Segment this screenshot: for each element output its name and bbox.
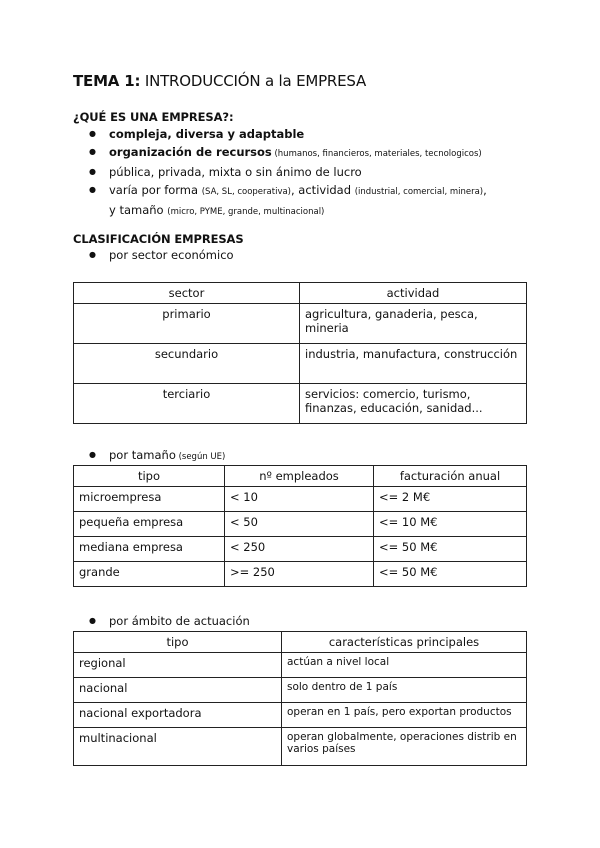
table-cell: operan en 1 país, pero exportan productos <box>282 703 527 728</box>
table-row <box>74 304 527 344</box>
table-row <box>74 653 527 678</box>
list-item: ● por sector económico <box>73 246 234 264</box>
table-cell: < 10 <box>225 487 374 512</box>
column-header: actividad <box>300 283 527 304</box>
list-item: ● pública, privada, mixta o sin ánimo de lucro <box>73 163 543 181</box>
table-row <box>74 703 527 728</box>
table-cell: primario <box>74 304 300 344</box>
list-item: ● varía por forma (SA, SL, cooperativa), actividad (industrial, comercial, minera), y tamaño (micro, PYME, grande, multinacional) <box>73 181 543 221</box>
table-row <box>74 344 527 384</box>
column-header: sector <box>74 283 300 304</box>
table-row <box>74 728 527 766</box>
table-cell: solo dentro de 1 país <box>282 678 527 703</box>
table-cell: nacional <box>74 678 282 703</box>
tamano-bullet <box>73 446 225 466</box>
table-row <box>74 678 527 703</box>
table-cell: pequeña empresa <box>74 512 225 537</box>
table-cell: secundario <box>74 344 300 384</box>
table-row <box>74 512 527 537</box>
column-header: tipo <box>74 632 282 653</box>
table-cell: grande <box>74 562 225 587</box>
table-cell: mediana empresa <box>74 537 225 562</box>
table-cell: <= 50 M€ <box>374 537 527 562</box>
tamano-table <box>73 465 527 587</box>
list-item: ● organización de recursos (humanos, financieros, materiales, tecnologicos) <box>73 143 543 163</box>
section-heading-clasificacion: CLASIFICACIÓN EMPRESAS <box>73 232 244 246</box>
page-title: TEMA 1: INTRODUCCIÓN a la EMPRESA <box>73 72 367 90</box>
list-item: ● compleja, diversa y adaptable <box>73 125 543 143</box>
table-cell: multinacional <box>74 728 282 766</box>
table-cell: industria, manufactura, construcción <box>300 344 527 384</box>
table-header-row <box>74 632 527 653</box>
table-cell: microempresa <box>74 487 225 512</box>
column-header: características principales <box>282 632 527 653</box>
table-row <box>74 537 527 562</box>
ambito-table <box>73 631 527 766</box>
que-es-list <box>73 125 543 221</box>
table-cell: actúan a nivel local <box>282 653 527 678</box>
table-cell: terciario <box>74 384 300 424</box>
section-heading-que-es: ¿QUÉ ES UNA EMPRESA?: <box>73 110 234 124</box>
table-row <box>74 487 527 512</box>
column-header: nº empleados <box>225 466 374 487</box>
ambito-bullet <box>73 612 250 630</box>
table-cell: regional <box>74 653 282 678</box>
table-cell: nacional exportadora <box>74 703 282 728</box>
table-cell: <= 2 M€ <box>374 487 527 512</box>
table-cell: operan globalmente, operaciones distrib en varios países <box>282 728 527 766</box>
table-header-row <box>74 283 527 304</box>
table-cell: agricultura, ganaderia, pesca, mineria <box>300 304 527 344</box>
table-cell: <= 50 M€ <box>374 562 527 587</box>
sector-bullet <box>73 246 234 264</box>
column-header: tipo <box>74 466 225 487</box>
list-item: ● por ámbito de actuación <box>73 612 250 630</box>
table-cell: >= 250 <box>225 562 374 587</box>
table-cell: < 50 <box>225 512 374 537</box>
table-cell: servicios: comercio, turismo, finanzas, educación, sanidad... <box>300 384 527 424</box>
column-header: facturación anual <box>374 466 527 487</box>
table-row <box>74 562 527 587</box>
table-header-row <box>74 466 527 487</box>
table-cell: <= 10 M€ <box>374 512 527 537</box>
table-row <box>74 384 527 424</box>
table-cell: < 250 <box>225 537 374 562</box>
list-item: ● por tamaño (según UE) <box>73 446 225 466</box>
sector-table <box>73 282 527 424</box>
